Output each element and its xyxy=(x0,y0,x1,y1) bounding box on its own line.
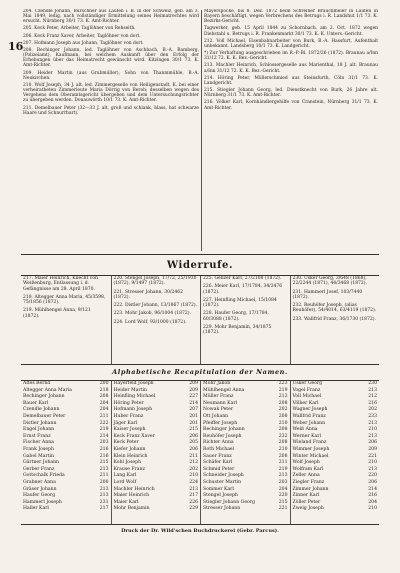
index-row xyxy=(203,440,288,447)
index-name: Klein Heinrich xyxy=(113,453,148,459)
index-row xyxy=(293,394,378,401)
index-name: Zinner Karl xyxy=(292,493,320,499)
index-name: Sommer Karl xyxy=(203,486,234,492)
index-name: Schäfer Karl xyxy=(203,460,233,466)
index-page-ref: 216 xyxy=(368,493,377,499)
index-page-ref: 210 xyxy=(278,420,288,426)
index-name: Kohl Joseph xyxy=(113,460,142,466)
index-page-ref: 214 xyxy=(368,486,377,492)
index-name: Gabel Martin xyxy=(23,453,54,459)
widerruf-column xyxy=(111,276,201,364)
index-page-ref: 209 xyxy=(189,381,198,386)
index-name: Lord Wolf xyxy=(113,479,137,485)
index-name: Rechinger Johann xyxy=(203,427,245,433)
registry-entry: 204. Czendle Johann, Burschner aus Laufen i. B. in der Schweiz, geb. am 3. Mai 1849, ledig, nach vollständiger Ermittelung seines Heimatrechtes wird ersucht. Nürnberg 30/1 73. K. Amt-Richter. xyxy=(23,9,199,25)
index-name: Schneider Joseph xyxy=(203,473,244,479)
index-name: Ziegler Franz xyxy=(292,479,325,485)
index-page-ref: 208 xyxy=(278,400,288,406)
index-name: Wimmer Joseph xyxy=(292,446,330,452)
index-row xyxy=(23,440,109,447)
index-name: Machler Heinrich xyxy=(113,486,155,492)
index-page-ref: 220 xyxy=(368,473,377,479)
widerruf-entry: 219. Mühlhengel Anna, 9/121 (1872). xyxy=(23,308,91,319)
index-row xyxy=(23,447,109,454)
index-page-ref: 227 xyxy=(189,394,198,400)
index-name: Ott Johann xyxy=(203,413,229,419)
registry-entry: 212. Voll Michael, Eisenbahnarbeiter von Burk, B.-A. Hassfurt, Aufenthalt unbekannt. Landsberg 10/1 73. K. Landgericht. xyxy=(204,38,378,49)
index-name: Keck Peter xyxy=(113,440,139,446)
index-name: Weber Johann xyxy=(292,420,326,426)
widerruf-entry: 226. Meier Karl, 17/1784, 34/2476 (1872). xyxy=(203,284,283,295)
registry-entry: 215. Stiegler Johann Georg, led. Dienstknecht von Burk, 26 Jahre alt. Nürnberg 31/1 73. K. Amt-Richter. xyxy=(204,88,378,99)
index-name: Schmid Peter xyxy=(203,466,235,472)
index-page-ref: 216 xyxy=(368,400,377,406)
page-number: 16 xyxy=(8,40,24,53)
index-page-ref: 201 xyxy=(189,413,198,419)
index-row xyxy=(293,381,378,388)
widerruf-entry: 224. Lord Wolf, 93/1000 (1872). xyxy=(113,319,187,325)
index-page-ref: 213 xyxy=(278,473,288,479)
index-row xyxy=(203,480,288,487)
index-page-ref: 218 xyxy=(99,387,109,393)
index-name: Reuhöfer Joseph xyxy=(203,433,242,439)
index-page-ref: 219 xyxy=(278,466,288,472)
index-row xyxy=(293,407,378,414)
index-name: Haller Karl xyxy=(23,506,49,512)
index-row xyxy=(114,407,199,414)
widerruf-entry: 230. Usker Georg, 3/648 (1868), 22/2244 (1871), 44/3468 (1872). xyxy=(292,276,367,287)
widerruf-entry: 225. Genzer Karl, 27/2108 (1872). xyxy=(203,276,282,281)
index-page-ref: 213 xyxy=(99,466,109,472)
index-page-ref: 213 xyxy=(368,420,377,426)
index-page-ref: 224 xyxy=(189,479,198,485)
index-page-ref: 204 xyxy=(99,400,109,406)
widerruf-table xyxy=(21,275,379,365)
index-page-ref: 205 xyxy=(189,440,198,446)
index-page-ref: 200 xyxy=(99,479,109,485)
index-page-ref: 212 xyxy=(368,394,377,400)
index-name: Pfeiffer Joseph xyxy=(203,420,238,426)
index-name: Hammerl Joseph xyxy=(23,499,62,505)
index-name: Grabner Anna xyxy=(23,479,56,485)
index-name: Wolf Joseph xyxy=(292,460,320,466)
index-page-ref: 211 xyxy=(99,473,109,479)
index-page-ref: 206 xyxy=(368,479,377,485)
index-row xyxy=(23,493,109,500)
index-page-ref: 215 xyxy=(189,427,198,433)
index-page-ref: 210 xyxy=(189,473,198,479)
index-page-ref: 229 xyxy=(189,506,198,512)
index-row xyxy=(293,414,378,421)
index-name: Kiefer Johann xyxy=(113,446,146,452)
index-page-ref: 230 xyxy=(368,381,377,386)
registry-entry: 205. Keck Peter, Arbeiter, Taglöhner von Rehseith. xyxy=(23,26,136,32)
index-page-ref: 215 xyxy=(99,460,109,466)
index-name: Kaiser Joseph xyxy=(113,427,146,433)
widerruf-entry: 229. Mohr Benjamin, 34/1875 (1872). xyxy=(203,325,272,336)
registry-column-left xyxy=(23,9,199,251)
widerruf-entry: 227. Heinfling Michael, 15/1084 (1872). xyxy=(203,297,277,309)
index-page-ref: 213 xyxy=(99,486,109,492)
registry-entry: Tagwerker, geb. 15 April 1844 zu Schornbach, am 2. Oct. 1872 wegen Diebstahl u. Betrugs i. R. Frankenmarkt 30/1 73. K. K. Unters.-Gericht. xyxy=(204,26,378,37)
index-page-ref: 220 xyxy=(278,493,288,499)
index-row xyxy=(293,440,378,447)
index-page-ref: 209 xyxy=(189,387,198,393)
index-page-ref: 201 xyxy=(189,420,198,426)
index-name: Usker Georg xyxy=(292,381,323,386)
index-row xyxy=(23,460,109,467)
index-name: Richter Anna xyxy=(203,440,234,446)
registry-entry: 216. Völker Karl, Kornhändlergehilfe von Cranstein, Nürnberg 31/1 73. K. Amt-Richter. xyxy=(204,100,378,111)
registry-entry: 208. Rechinger Johann, led. Taglöhner von Aschbach, B.-A. Bamberg, (Polizeiamt), Kaufmann, bei welchem Auskunft über den Erfolg der Erhebungen über das Heimatrecht gewünscht wird. Kitzingen 30/1 73. K. Amt-Richter. xyxy=(23,47,199,69)
index-page-ref: 215 xyxy=(278,499,288,505)
index-name: Neumann Karl xyxy=(203,400,238,406)
index-row xyxy=(293,493,378,500)
widerruf-heading: Widerrufe. xyxy=(166,260,234,271)
index-page-ref: 202 xyxy=(189,466,198,472)
index-page-ref: 222 xyxy=(99,420,109,426)
index-row xyxy=(293,480,378,487)
index-name: Maier Heinrich xyxy=(113,493,150,499)
index-page-ref: 204 xyxy=(368,499,377,505)
index-name: Weiß Anna xyxy=(292,427,318,433)
index-page-ref: 226 xyxy=(189,499,198,505)
index-page-ref: 211 xyxy=(189,453,198,459)
index-page-ref: 210 xyxy=(278,446,288,452)
index-name: Hofmann Joseph xyxy=(113,407,153,413)
index-name: Zeller Anna xyxy=(292,473,320,479)
index-name: Stresser Johann xyxy=(203,506,241,512)
index-name: Hayerfeld Joseph xyxy=(113,381,154,386)
index-row xyxy=(114,460,199,467)
widerruf-entry: 233. Wallfrid Franz, 36/1730 (1872). xyxy=(292,316,376,322)
index-page-ref: 214 xyxy=(99,433,109,439)
index-page-ref: 209 xyxy=(368,446,377,452)
index-page-ref: 214 xyxy=(189,400,198,406)
index-page-ref: 217 xyxy=(189,493,198,499)
index-name: Wallfrid Franz xyxy=(292,413,326,419)
index-row xyxy=(23,506,109,513)
index-page-ref: 213 xyxy=(189,486,198,492)
index-name: Keck Franz Xaver xyxy=(113,433,155,439)
index-row xyxy=(203,407,288,414)
index-name: Nowak Peter xyxy=(203,407,234,413)
index-column xyxy=(290,381,380,524)
registry-entry: 210. Wolf Joseph, 34 J. alt, led. Zimmergeselle von Heiligenstadt, K. bei einer verheiratheten Zimmerleute Maria Dörrig von Beroh; desselben wegen des Vergehens dem Oberamtsgericht übergeben und dem Untersuchungsrichter zu übergeben werden. Donauwörth 10/1 73. K. Amt-Richter. xyxy=(23,82,199,104)
index-name: Krause Franz xyxy=(113,466,145,472)
index-page-ref: 210 xyxy=(368,506,377,512)
index-heading: Alphabetische Recapitulation der Namen. xyxy=(112,368,288,376)
index-page-ref: 210 xyxy=(368,427,377,433)
index-name: Heinfling Michael xyxy=(113,394,156,400)
index-name: Jäger Karl xyxy=(113,420,138,426)
registry-entry: Mayerspöcke, bis 8. Dez. 1872 beim Schreiner Brauchmeier in Laufen in Bayern beschäftigt, wegen Verbrechens des Betrugs i. R. Landshut 1/1 73. K. Bezirks-Gericht. xyxy=(204,9,378,25)
index-page-ref: 233 xyxy=(368,413,377,419)
index-page-ref: 208 xyxy=(278,413,288,419)
index-row xyxy=(23,480,109,487)
index-page-ref: 208 xyxy=(278,453,288,459)
index-page-ref: 213 xyxy=(368,387,377,393)
index-page-ref: 203 xyxy=(278,479,288,485)
index-page-ref: 213 xyxy=(368,433,377,439)
widerruf-entry: 222. Distler Johann, 13/1867 (1872). xyxy=(113,303,198,309)
widerruf-column xyxy=(21,276,111,364)
index-name: Frank Joseph xyxy=(23,446,54,452)
printer-imprint: Druck der Dr. Wild'schen Buchdruckerei (Gebr. Parcus). xyxy=(121,528,279,534)
index-page-ref: 219 xyxy=(99,427,109,433)
index-column xyxy=(111,381,201,524)
index-name: Demelbauer Peter xyxy=(23,413,66,419)
registry-entry: 206. Keck Franz Xaver, Arbeiter, Taglöhner von dort. xyxy=(23,33,141,39)
index-row xyxy=(114,473,199,480)
index-row xyxy=(114,414,199,421)
registry-entry: 209. Heider Martin (aus Grubmüller), Sohn von Thanmmühle, B.-A. Neukirchen. xyxy=(23,70,199,81)
index-row xyxy=(23,407,109,414)
index-name: Gerber Franz xyxy=(23,466,55,472)
index-row xyxy=(203,493,288,500)
widerruf-column xyxy=(290,276,380,364)
index-name: Zimmer Johann xyxy=(292,486,329,492)
index-row xyxy=(293,427,378,434)
widerruf-entry: 221. Stresser Johann, 30/2462 (1872). xyxy=(113,289,183,300)
index-row xyxy=(23,427,109,434)
index-name: Völker Karl xyxy=(292,400,319,406)
index-page-ref: 216 xyxy=(99,446,109,452)
index-name: Altegger Anna Maria xyxy=(23,387,72,393)
index-row xyxy=(293,473,378,480)
index-name: Czendle Johann xyxy=(23,407,60,413)
index-page-ref: 208 xyxy=(99,394,109,400)
index-name: Mühlhengel Anna xyxy=(203,387,245,393)
index-name: Gärtner Johann xyxy=(23,460,60,466)
index-name: Mohr Benjamin xyxy=(113,506,150,512)
index-row xyxy=(203,394,288,401)
index-name: Höring Peter xyxy=(113,400,144,406)
index-column xyxy=(200,381,290,524)
index-name: Vogel Franz xyxy=(292,387,321,393)
index-row xyxy=(203,447,288,454)
index-page-ref: 221 xyxy=(278,506,288,512)
index-name: Sauer Franz xyxy=(203,453,232,459)
index-page-ref: 208 xyxy=(278,427,288,433)
index-name: Altes Bernd xyxy=(23,381,51,386)
index-name: Engel Johann xyxy=(23,427,55,433)
widerruf-entry: 220. Stengel Joseph, 17/72, 25/1930 (1872), 9/1497 (1872). xyxy=(113,276,197,287)
index-page-ref: 210 xyxy=(368,460,377,466)
index-name: Heider Martin xyxy=(113,387,147,393)
index-page-ref: 200 xyxy=(99,381,109,386)
index-name: Huber Franz xyxy=(113,413,144,419)
index-row xyxy=(203,427,288,434)
index-page-ref: 216 xyxy=(99,453,109,459)
index-name: Fischer Anna xyxy=(23,440,54,446)
index-page-ref: 231 xyxy=(99,499,109,505)
index-name: Ernst Franz xyxy=(23,433,51,439)
index-page-ref: 213 xyxy=(278,394,288,400)
index-name: Stengel Joseph xyxy=(203,493,238,499)
index-row xyxy=(114,447,199,454)
index-page-ref: 203 xyxy=(99,440,109,446)
index-row xyxy=(114,381,199,388)
index-page-ref: 221 xyxy=(368,453,377,459)
index-name: Bechinger Johann xyxy=(23,394,65,400)
widerruf-entry: 231. Hammerl Josef, 103/7440 (1872). xyxy=(292,289,363,300)
index-row xyxy=(114,440,199,447)
index-name: Wieland Franz xyxy=(292,440,327,446)
widerruf-entry: 228. Haufer Georg, 17/1784, 60/3088 (1872). xyxy=(203,311,269,322)
index-name: Werner Karl xyxy=(292,433,321,439)
index-name: Bauer Karl xyxy=(23,400,49,406)
index-name: Haufer Georg xyxy=(23,493,56,499)
index-page-ref: 213 xyxy=(99,493,109,499)
index-row xyxy=(114,427,199,434)
index-name: Roth Michael xyxy=(203,446,235,452)
index-row xyxy=(203,460,288,467)
index-row xyxy=(293,447,378,454)
index-name: Wagner Joseph xyxy=(292,407,328,413)
section-rule xyxy=(21,254,379,255)
index-name: Lang Karl xyxy=(113,473,137,479)
index-page-ref: 206 xyxy=(189,446,198,452)
index-page-ref: 217 xyxy=(99,506,109,512)
index-row xyxy=(23,473,109,480)
index-row xyxy=(203,506,288,513)
index-name: Wolfram Karl xyxy=(292,466,324,472)
index-page-ref: 202 xyxy=(368,407,377,413)
index-row xyxy=(293,460,378,467)
index-page-ref: 232 xyxy=(278,433,288,439)
widerruf-entry: 217. Maier Heinrich, Knecht von Weißenburg, Entlassung i. d. Gefängnisse am 28. April 1870. xyxy=(23,276,98,292)
index-page-ref: 213 xyxy=(368,466,377,472)
widerruf-entry: 223. Mohr Jakob, 96/1004 (1872). xyxy=(113,311,191,317)
index-name: Distler Johann xyxy=(23,420,57,426)
registry-entry: 211. Demelbauer Peter (32—33 J. alt, groß und schlank, blass, hat schwarze Haare und Schnurrbart). xyxy=(23,105,199,116)
index-page-ref: 211 xyxy=(278,460,288,466)
index-name: Zweig Joseph xyxy=(292,506,324,512)
name-index-table xyxy=(21,380,379,525)
index-name: Maier Karl xyxy=(113,499,139,505)
registry-column-right xyxy=(204,9,378,251)
registry-entry: 213. Machler Heinrich, Schlossergeselle aus Marienthal, 18 J. alt. Braunau a/Inn 31/12 72. K. K. Bez.-Gericht. xyxy=(204,63,378,74)
index-row xyxy=(23,381,109,388)
index-page-ref: 207 xyxy=(189,407,198,413)
index-name: Gottschalk Frieda xyxy=(23,473,65,479)
index-name: Stiegler Johann Georg xyxy=(203,499,255,505)
index-name: Schuster Martin xyxy=(203,479,242,485)
index-name: Müller Franz xyxy=(203,394,234,400)
index-name: Gräser Johann xyxy=(23,486,57,492)
registry-entry: *) Zur Verhaftung ausgeschrieben im R.-P.-Bl. 1872/26 (1872). Braunau a/Inn 31/12 72. K. K. Bez.-Gericht. xyxy=(204,51,378,62)
index-column xyxy=(21,381,111,524)
widerruf-entry: 232. Reuhöfer Joseph, (alias Reuhöfer), 54/4014, 63/4119 (1872). xyxy=(292,303,377,314)
index-row xyxy=(203,473,288,480)
index-row xyxy=(23,414,109,421)
widerruf-entry: 218. Altegger Anna Maria, 45/3598, 75/1856 (1872). xyxy=(23,294,106,306)
index-page-ref: 211 xyxy=(99,413,109,419)
index-row xyxy=(23,394,109,401)
index-row xyxy=(293,506,378,513)
index-page-ref: 219 xyxy=(278,387,288,393)
index-page-ref: 212 xyxy=(189,460,198,466)
index-page-ref: 206 xyxy=(189,433,198,439)
index-row xyxy=(114,493,199,500)
index-page-ref: 204 xyxy=(99,407,109,413)
index-name: Winter Michael xyxy=(292,453,329,459)
index-name: Mohr Jakob xyxy=(203,381,231,386)
widerruf-column xyxy=(200,276,290,364)
index-page-ref: 208 xyxy=(278,440,288,446)
index-page-ref: 223 xyxy=(278,381,288,386)
index-row xyxy=(114,506,199,513)
index-row xyxy=(114,394,199,401)
index-page-ref: 204 xyxy=(278,486,288,492)
index-name: Voll Michael xyxy=(292,394,322,400)
registry-entry: 207. Hofmann Joseph aus Johann, Taglöhner von dort. xyxy=(23,40,144,46)
column-divider xyxy=(201,10,202,251)
index-name: Zöller Peter xyxy=(292,499,321,505)
index-row xyxy=(203,381,288,388)
index-page-ref: 202 xyxy=(278,407,288,413)
index-row xyxy=(203,414,288,421)
index-page-ref: 206 xyxy=(368,440,377,446)
registry-entry: 214. Höring Peter, Müllerschmied aus Steinsfurth, Cöln 31/1 73. K. Landgericht. xyxy=(204,75,378,86)
index-row xyxy=(114,480,199,487)
